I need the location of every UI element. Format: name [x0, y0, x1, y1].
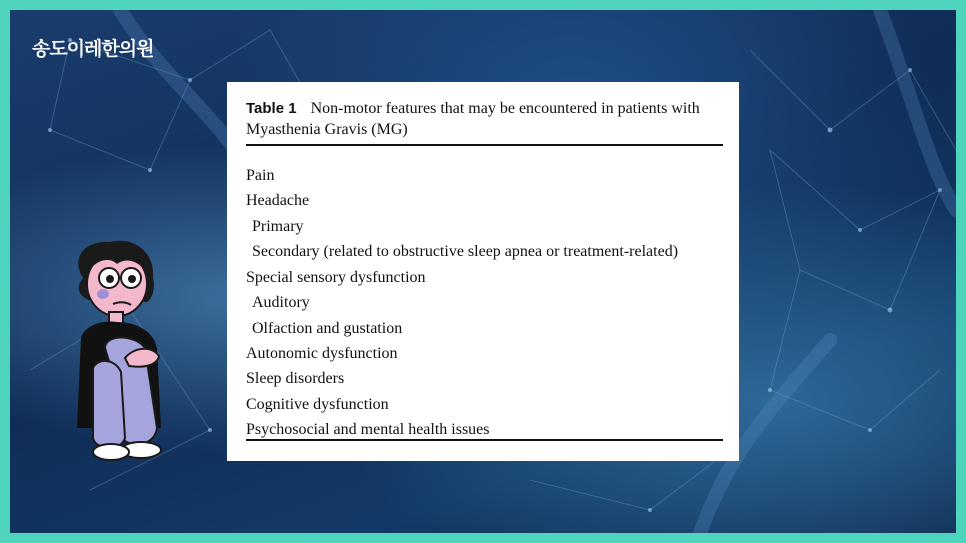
table-caption — [246, 98, 723, 140]
table-row: Olfaction and gustation — [252, 320, 403, 337]
table-card — [227, 82, 739, 461]
table-row: Auditory — [252, 294, 310, 311]
table-row: Special sensory dysfunction — [246, 269, 426, 286]
table-caption-text: Non-motor features that may be encountered in patients with Myasthenia Gravis (MG) — [246, 100, 700, 138]
table-row: Cognitive dysfunction — [246, 396, 389, 413]
slide-frame — [10, 10, 956, 533]
table-row: Secondary (related to obstructive sleep apnea or treatment-related) — [252, 243, 679, 260]
table-row: Primary — [252, 218, 304, 235]
clinic-logo: 송도이레한의원 — [32, 38, 154, 60]
table-bottom-rule — [246, 439, 723, 441]
worried-person-illustration — [65, 238, 190, 463]
table-row: Pain — [246, 167, 275, 184]
table-row: Sleep disorders — [246, 370, 345, 387]
table-label: Table 1 — [246, 100, 297, 117]
table-row: Psychosocial and mental health issues — [246, 421, 490, 438]
table-top-rule — [246, 144, 723, 146]
table-row: Autonomic dysfunction — [246, 345, 398, 362]
table-row: Headache — [246, 192, 310, 209]
